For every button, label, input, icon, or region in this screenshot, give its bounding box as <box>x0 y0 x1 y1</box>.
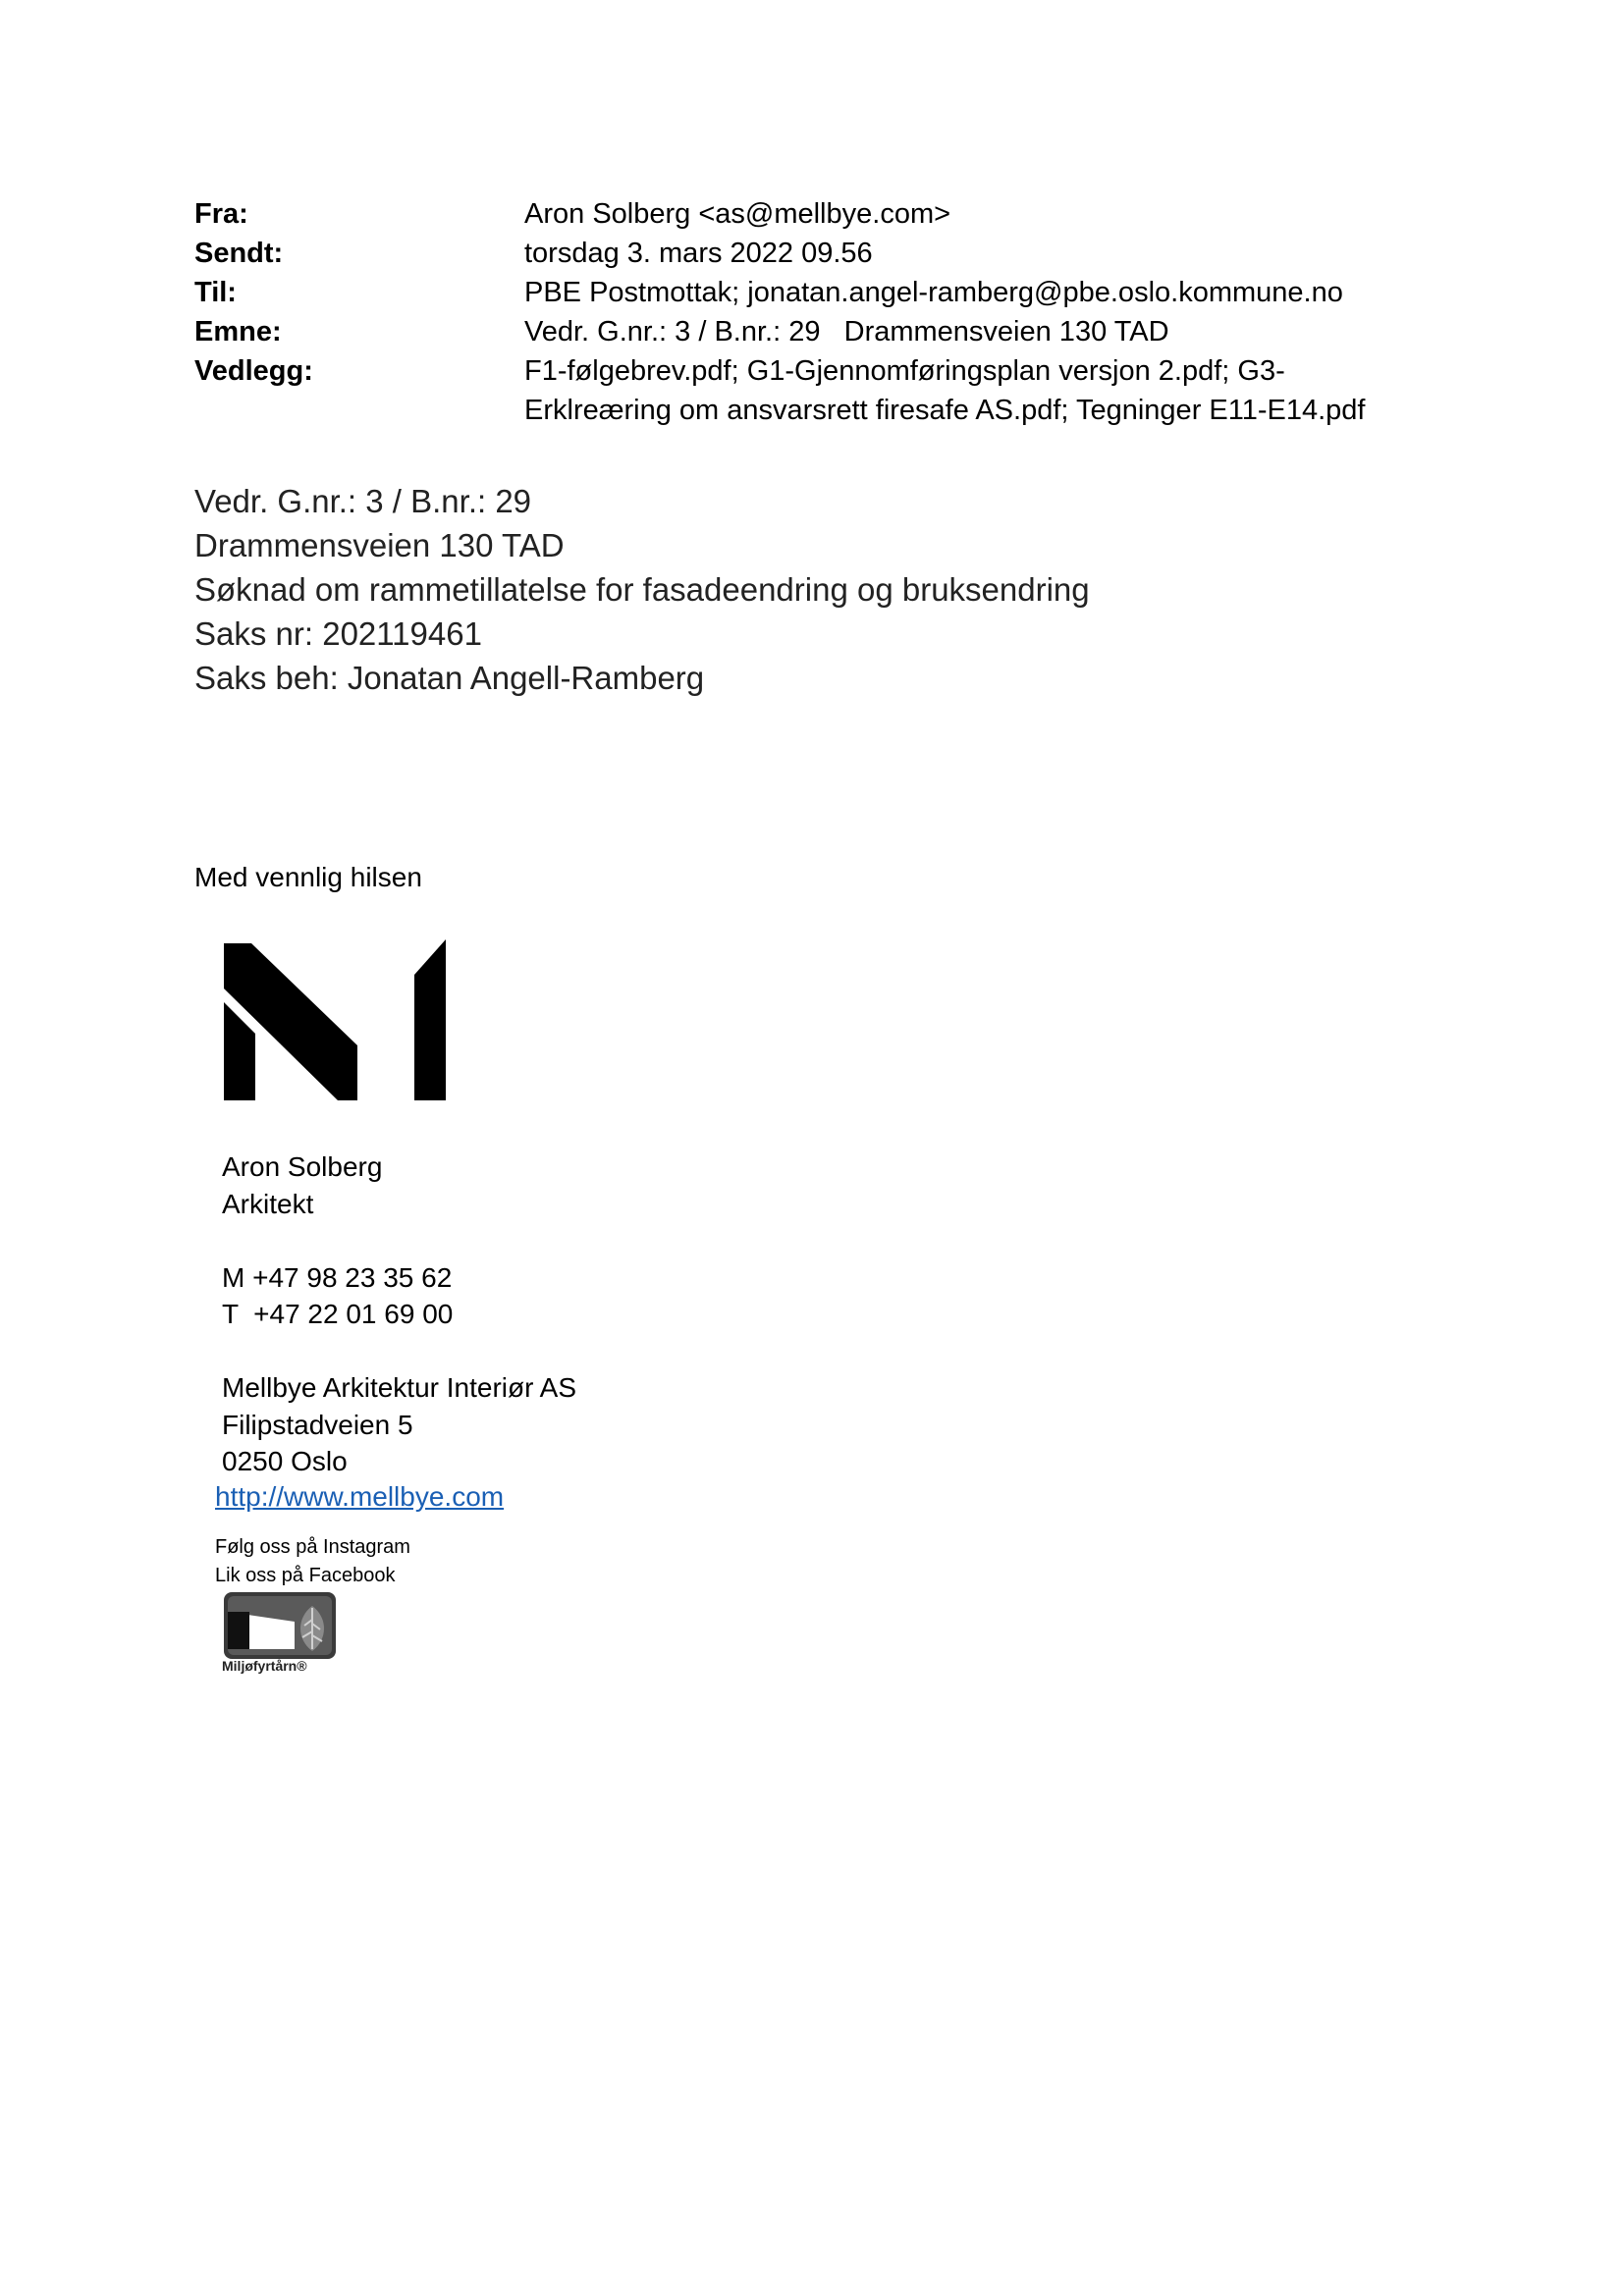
badge-label: Miljøfyrtårn® <box>222 1658 307 1674</box>
sent-label: Sendt: <box>194 238 284 269</box>
body-line-case-handler: Saks beh: Jonatan Angell-Ramberg <box>194 660 705 696</box>
phone-number: T +47 22 01 69 00 <box>222 1299 454 1329</box>
from-value: Aron Solberg <as@mellbye.com> <box>524 198 951 230</box>
sender-name: Aron Solberg <box>222 1151 383 1182</box>
to-label: Til: <box>194 277 237 308</box>
to-value: PBE Postmottak; jonatan.angel-ramberg@pbe.oslo.kommune.no <box>524 277 1343 308</box>
instagram-link[interactable]: Følg oss på Instagram <box>215 1536 410 1558</box>
from-label: Fra: <box>194 198 248 230</box>
sender-title: Arkitekt <box>222 1188 314 1219</box>
company-name: Mellbye Arkitektur Interiør AS <box>222 1372 577 1403</box>
subject-row <box>194 312 1471 351</box>
email-body <box>194 479 1090 700</box>
body-line-property: Vedr. G.nr.: 3 / B.nr.: 29 <box>194 483 532 519</box>
sent-row <box>194 234 1471 273</box>
facebook-link[interactable]: Lik oss på Facebook <box>215 1565 396 1586</box>
attachments-label: Vedlegg: <box>194 355 313 387</box>
from-row <box>194 194 1471 234</box>
attachments-row <box>194 351 1471 430</box>
body-line-application: Søknad om rammetillatelse for fasadeendring og bruksendring <box>194 571 1090 608</box>
subject-label: Emne: <box>194 316 282 347</box>
body-line-address: Drammensveien 130 TAD <box>194 527 565 563</box>
closing-greeting: Med vennlig hilsen <box>194 862 422 892</box>
mobile-number: M +47 98 23 35 62 <box>222 1261 453 1293</box>
to-row <box>194 273 1471 312</box>
website-link[interactable]: http://www.mellbye.com <box>215 1481 505 1512</box>
company-street: Filipstadveien 5 <box>222 1409 413 1440</box>
attachments-value: F1-følgebrev.pdf; G1-Gjennomføringsplan versjon 2.pdf; G3-Erklreæring om ansvarsrett firesafe AS.pdf; Tegninger E11-E14.pdf <box>524 355 1366 426</box>
sent-value: torsdag 3. mars 2022 09.56 <box>524 238 873 269</box>
email-header <box>194 194 1471 430</box>
subject-value: Vedr. G.nr.: 3 / B.nr.: 29 Drammensveien 130 TAD <box>524 316 1169 347</box>
company-city: 0250 Oslo <box>222 1446 348 1476</box>
mellbye-m-logo-icon <box>222 939 448 1100</box>
signature-block <box>222 1148 576 1480</box>
body-line-case-number: Saks nr: 202119461 <box>194 615 482 652</box>
